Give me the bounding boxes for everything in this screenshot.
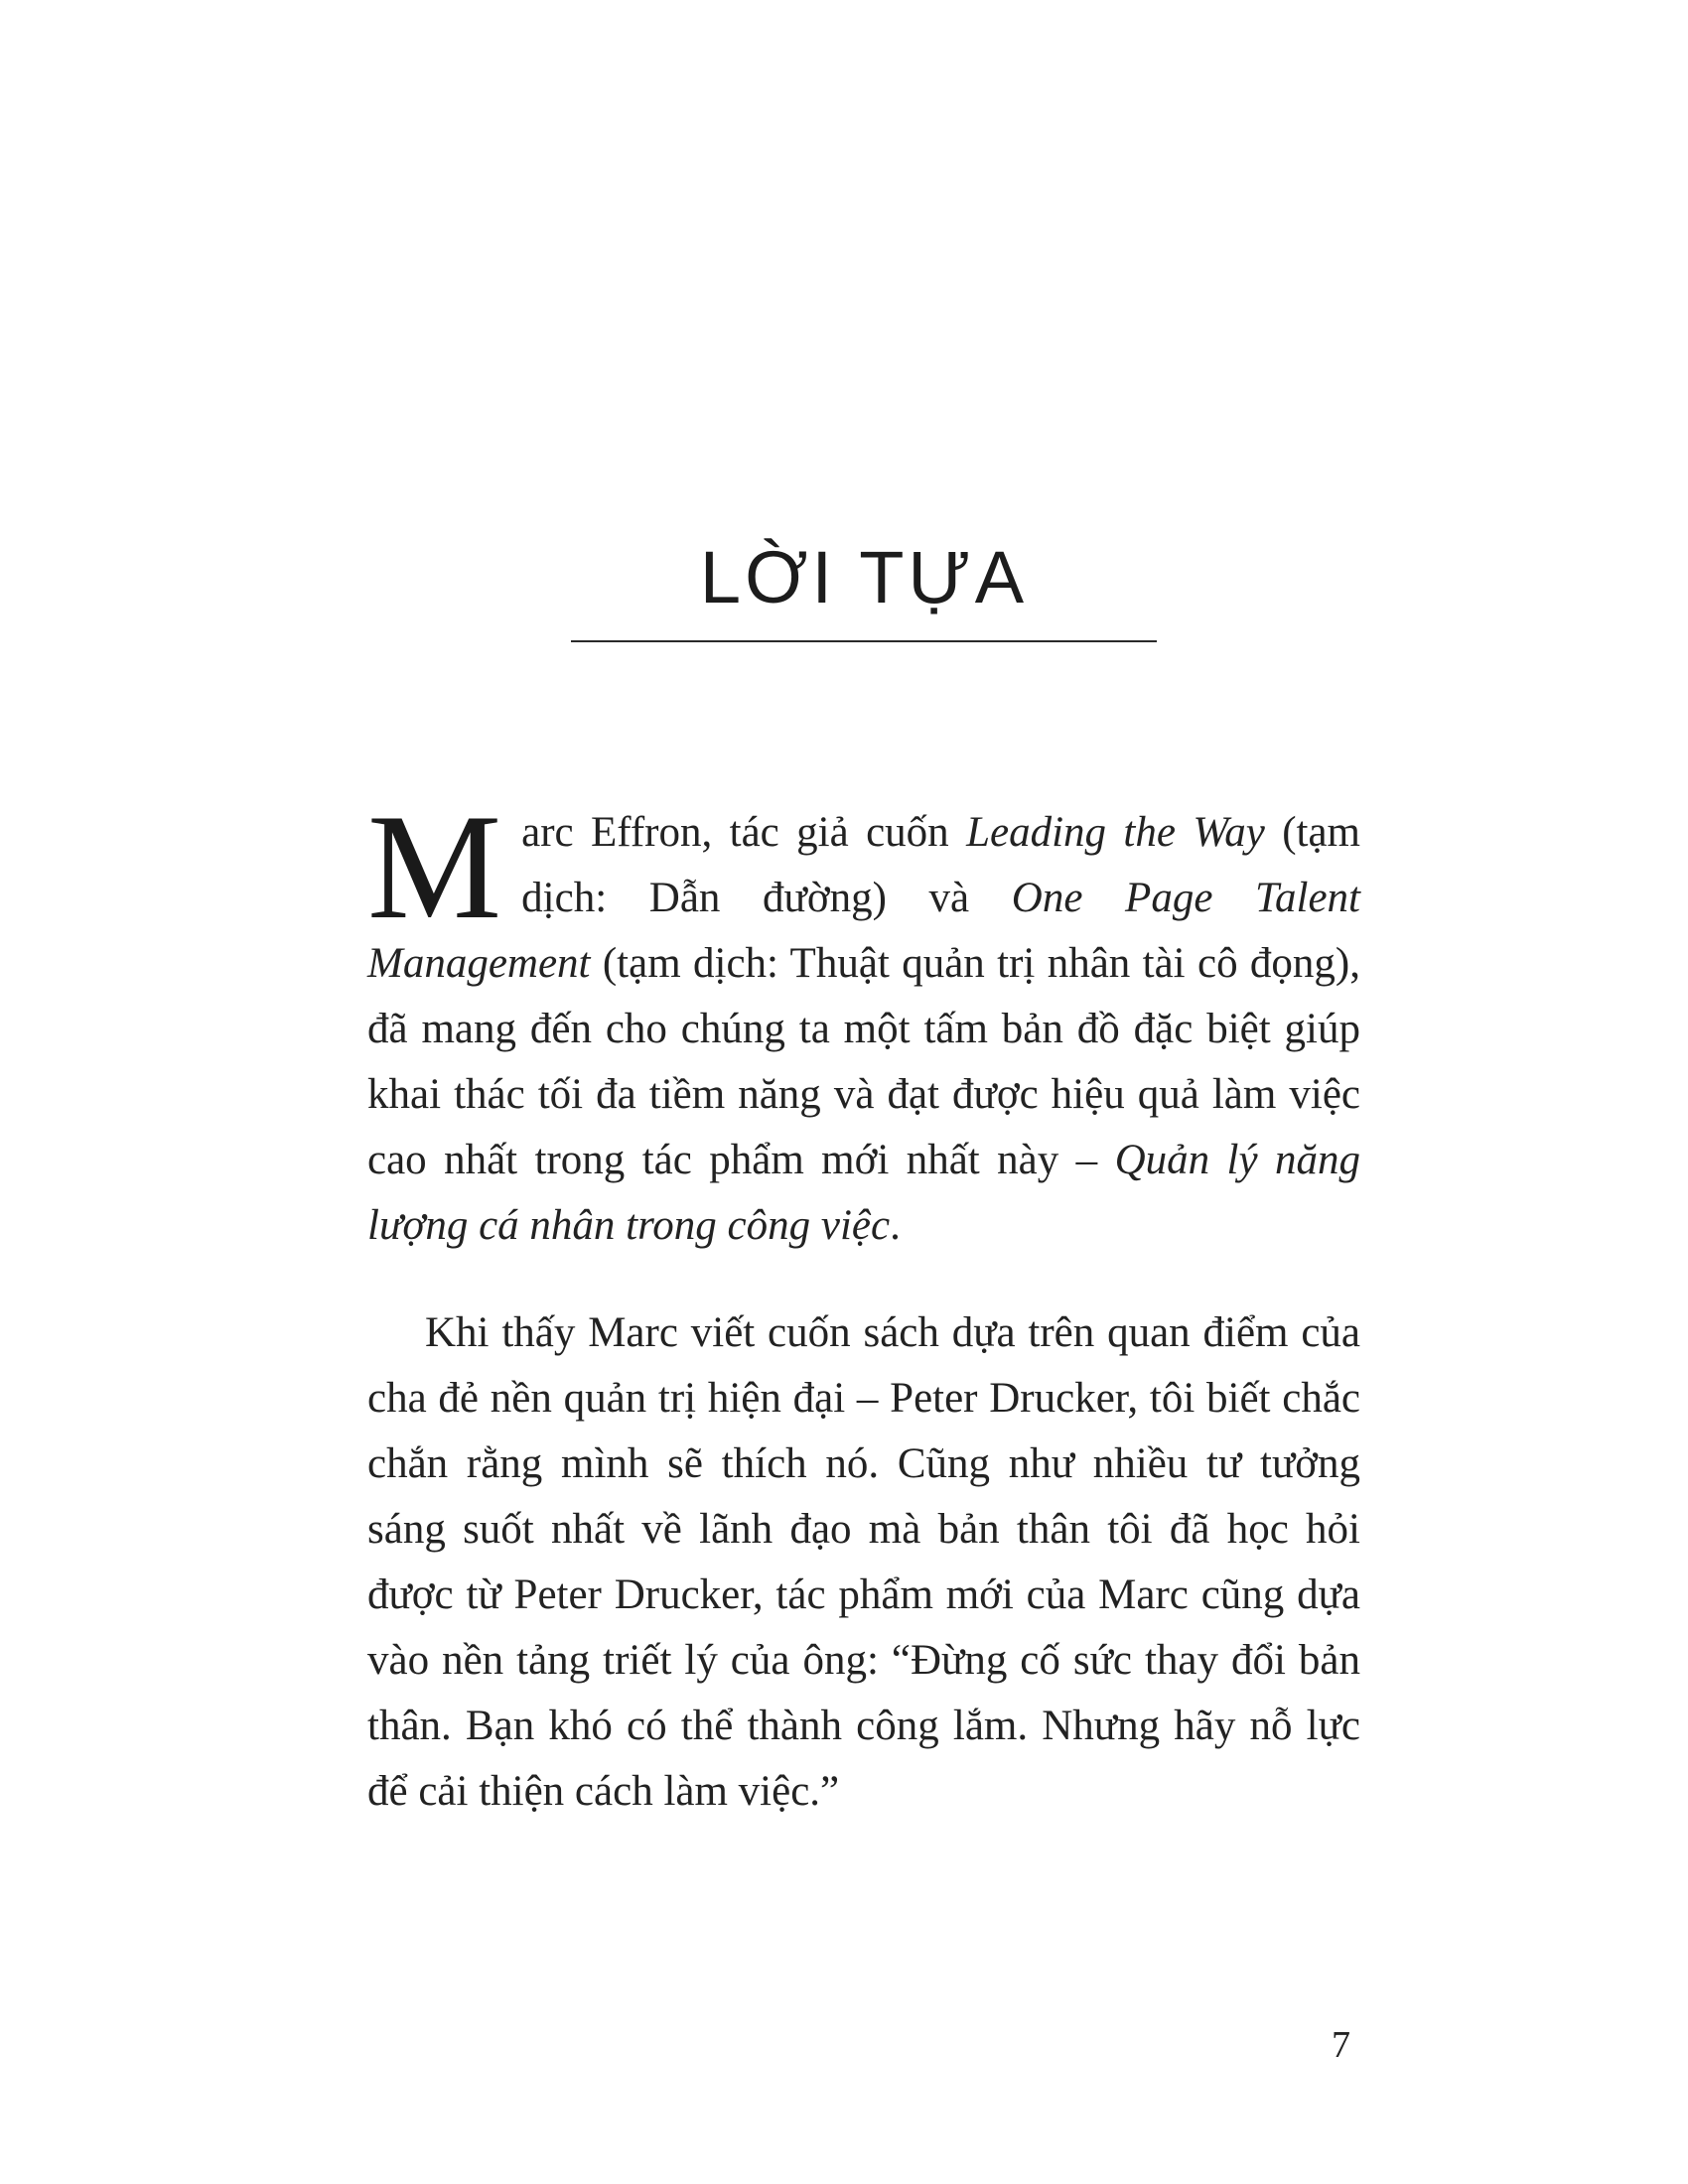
p1-text-2: (tạm dịch: Dẫn đường) và [521, 809, 1360, 921]
chapter-title-block [367, 536, 1360, 642]
paragraph-2: Khi thấy Marc viết cuốn sách dựa trên quan điểm của cha đẻ nền quản trị hiện đại – Peter Drucker, tôi biết chắc chắn rằng mình sẽ thích nó. Cũng như nhiều tư tưởng sáng suốt nhất về lãnh đạo mà bản thân tôi đã học hỏi được từ Peter Drucker, tác phẩm mới của Marc cũng dựa vào nền tảng triết lý của ông: “Đừng cố sức thay đổi bản thân. Bạn khó có thể thành công lắm. Nhưng hãy nỗ lực để cải thiện cách làm việc.” [367, 1309, 1360, 1815]
page-number: 7 [1332, 2024, 1350, 2066]
p1-text-4: . [890, 1202, 901, 1249]
p1-italic-title-1: Leading the Way [966, 809, 1265, 856]
drop-cap: M [367, 783, 502, 950]
p1-italic-title-2: One Page Talent Management [367, 875, 1360, 987]
title-underline-rule [571, 640, 1157, 642]
paragraph-1 [367, 783, 1360, 1259]
p1-text-3: (tạm dịch: Thuật quản trị nhân tài cô đọng), đã mang đến cho chúng ta một tấm bản đồ đặc biệt giúp khai thác tối đa tiềm năng và đạt được hiệu quả làm việc cao nhất trong tác phẩm mới nhất này – [367, 940, 1360, 1183]
p1-text: arc Effron, tác giả cuốn [521, 809, 967, 856]
body-text [367, 783, 1360, 1825]
p1-italic-title-3: Quản lý năng lượng cá nhân trong công việc [367, 1137, 1360, 1249]
chapter-title: LỜI TỰA [699, 536, 1029, 618]
